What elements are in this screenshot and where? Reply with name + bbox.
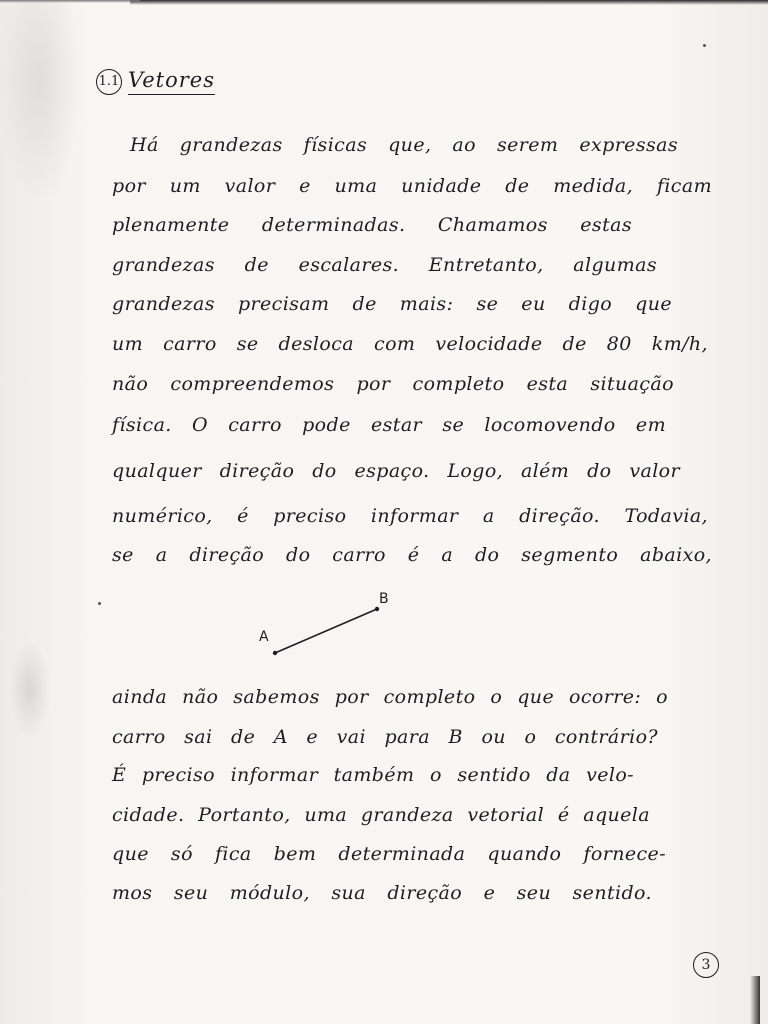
page-number: 3 bbox=[693, 952, 719, 978]
text-line: cidade. Portanto, uma grandeza vetorial é aquela bbox=[112, 804, 650, 826]
point-a-marker bbox=[273, 651, 277, 655]
page-top-edge bbox=[130, 0, 768, 5]
text-line: grandezas de escalares. Entretanto, algumas bbox=[112, 254, 657, 276]
section-number: 1.1 bbox=[96, 69, 122, 95]
segment-ab-figure bbox=[250, 585, 410, 665]
text-line: plenamente determinadas. Chamamos estas bbox=[112, 214, 632, 236]
segment-diagram bbox=[250, 585, 410, 665]
text-line: numérico, é preciso informar a direção. Todavia, bbox=[112, 505, 708, 527]
text-line: É preciso informar também o sentido da velo- bbox=[112, 764, 634, 786]
text-line: por um valor e uma unidade de medida, ficam bbox=[112, 175, 712, 197]
page-edge-shadow bbox=[750, 976, 760, 1024]
text-line: mos seu módulo, sua direção e seu sentido. bbox=[112, 882, 652, 904]
text-line: carro sai de A e vai para B ou o contrário? bbox=[112, 726, 658, 748]
text-line: não compreendemos por completo esta situação bbox=[112, 373, 674, 395]
ink-speck bbox=[98, 602, 101, 605]
text-line: Há grandezas físicas que, ao serem expressas bbox=[130, 134, 678, 156]
section-heading bbox=[96, 68, 215, 95]
point-a-label: A bbox=[259, 629, 269, 645]
text-line: qualquer direção do espaço. Logo, além do valor bbox=[112, 460, 680, 482]
text-line: física. O carro pode estar se locomovendo em bbox=[112, 414, 666, 436]
point-b-label: B bbox=[379, 591, 389, 607]
text-line: ainda não sabemos por completo o que ocorre: o bbox=[112, 686, 668, 708]
segment-ab-line bbox=[275, 609, 377, 653]
text-line: que só fica bem determinada quando fornece- bbox=[112, 843, 666, 865]
text-line: um carro se desloca com velocidade de 80 km/h, bbox=[112, 333, 708, 355]
point-b-marker bbox=[375, 607, 379, 611]
ink-speck bbox=[703, 44, 706, 47]
section-title: Vetores bbox=[128, 68, 215, 95]
text-line: grandezas precisam de mais: se eu digo que bbox=[112, 293, 672, 315]
text-line: se a direção do carro é a do segmento abaixo, bbox=[112, 544, 712, 566]
page-top-edge-left bbox=[0, 0, 140, 3]
